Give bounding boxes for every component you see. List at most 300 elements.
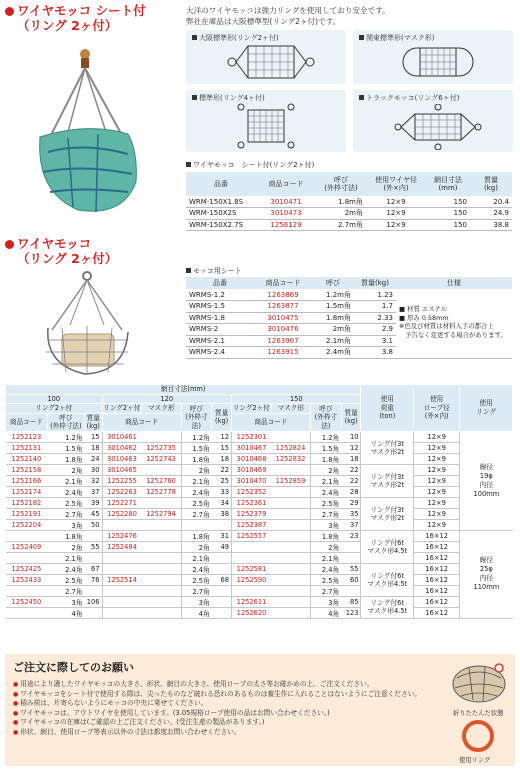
cell[interactable]: 1252361 xyxy=(232,497,272,508)
th-code-100: 商品コード xyxy=(6,413,48,431)
cell[interactable]: 1252204 xyxy=(6,519,48,530)
cell: 3角 xyxy=(311,519,342,530)
cell: 31 xyxy=(212,530,232,541)
cell[interactable]: 1252352 xyxy=(232,486,272,497)
cell xyxy=(341,585,361,596)
notice-item: ● 形状、網目、使用ロープ等表示以外の寸法は都度お問い合わせください。 xyxy=(13,728,421,738)
cell xyxy=(6,552,48,563)
cell: 67 xyxy=(84,563,102,574)
diagram-kanto-standard: 関東標準形(マスク形) xyxy=(353,30,513,84)
table-row xyxy=(6,607,513,618)
description: 大洋のワイヤモッコは強力リングを使用しており安全です。 弊社在庫品は大阪標準型(リング2ヶ付)です。 xyxy=(186,6,390,26)
th-nominal: 呼び xyxy=(312,277,354,289)
cell xyxy=(102,563,142,574)
table1-caption: ワイヤモッコ シート付(リング2ヶ付) xyxy=(186,160,314,170)
rope-cell: 12×9 xyxy=(414,475,460,486)
cell: 123 xyxy=(341,607,361,618)
cell: 2.7角 xyxy=(181,508,212,519)
th-code-150: 商品コード xyxy=(232,413,311,431)
cell: 2.4角 xyxy=(47,563,84,574)
rope-cell: 16×12 xyxy=(414,563,460,574)
spec-notes: ■ 材質 エステル ■ 厚み 0.58mm ※色及び材質は材料入手の都合上 予告なく変更する場合があります。 xyxy=(396,289,512,358)
cell[interactable]: 1252301 xyxy=(232,431,272,442)
cell[interactable]: 1252450 xyxy=(6,596,48,607)
cell[interactable]: 3010465 xyxy=(102,464,142,475)
order-notice xyxy=(5,654,515,766)
notice-list xyxy=(13,680,421,737)
cell xyxy=(102,552,142,563)
cell: 2.1角 xyxy=(311,552,342,563)
cell: 34 xyxy=(212,497,232,508)
cell xyxy=(232,585,272,596)
load-label: リング付3t マスク形2t xyxy=(361,464,414,497)
mesh-table-body xyxy=(6,431,513,618)
cell: 2.5角 xyxy=(181,574,212,585)
cell: 30 xyxy=(84,464,102,475)
cell: 4角 xyxy=(311,607,342,618)
cell[interactable]: 1252409 xyxy=(6,541,48,552)
cell xyxy=(212,519,232,530)
table-row xyxy=(6,596,513,607)
th-part: 品番 xyxy=(186,277,254,289)
cell xyxy=(142,464,182,475)
table-mokko-sheets xyxy=(186,277,512,359)
rope-cell: 12×9 xyxy=(414,519,460,530)
cell: 2.1角 xyxy=(181,475,212,486)
ring-caption: 使用リング xyxy=(459,757,491,764)
cell: 2.7角 xyxy=(181,585,212,596)
cell[interactable]: 3010462 xyxy=(102,442,142,453)
table-row xyxy=(6,530,513,541)
th-nominal-150: 呼び (外枠寸法) xyxy=(311,404,342,432)
table-row xyxy=(6,464,513,475)
section1-title: ワイヤモッコ シート付 （リング 2ヶ付） xyxy=(5,3,146,33)
th-mesh: 網目寸法 (mm) xyxy=(426,172,470,196)
diagram-standard-ring4: 標準形(リング4ヶ付) xyxy=(186,90,346,152)
rope-cell: 16×12 xyxy=(414,574,460,585)
notice-item: ● ワイヤモッコは、アウトワイヤを使用しています。(3.05規格ロープ使用の品はお問い合わせください。) xyxy=(13,709,421,719)
cell[interactable]: 1252514 xyxy=(102,574,142,585)
cell[interactable]: 1252174 xyxy=(6,486,48,497)
cell: 2角 xyxy=(181,464,212,475)
rope-cell: 16×12 xyxy=(414,541,460,552)
table-row: WRMS-1.2 1263869 1.2m角 1.23 ■ 材質 エステル ■ 厚み 0.58mm ※色及び材質は材料入手の都合上 予告なく変更する場合があります。 xyxy=(186,289,512,301)
cell: 15 xyxy=(212,442,232,453)
table-row xyxy=(6,431,513,442)
th-mass: 質量 (kg) xyxy=(470,172,512,196)
cell xyxy=(142,563,182,574)
table-row xyxy=(6,519,513,530)
cell[interactable]: 1252263 xyxy=(102,486,142,497)
cell[interactable]: 1252255 xyxy=(102,475,142,486)
cell xyxy=(142,574,182,585)
cell[interactable]: 1252425 xyxy=(6,563,48,574)
table-row: WRMS-2.4 1263915 2.4m角 3.8 xyxy=(186,347,512,359)
notice-item: ● ワイヤモッコをシート付で使用する際は、尖ったものなど破れる恐れのあるものは養生作に入れることはないようにご注意ください。 xyxy=(13,690,421,700)
table-mokko-sheet xyxy=(186,172,512,231)
cell[interactable]: 1252794 xyxy=(142,508,182,519)
cell: 2.7角 xyxy=(47,585,84,596)
th-code: 商品コード xyxy=(254,277,312,289)
net-mask-icon xyxy=(398,42,478,82)
cell xyxy=(271,563,311,574)
cell xyxy=(142,497,182,508)
cell xyxy=(212,607,232,618)
notice-item: ● 積み荷は、片寄らないようにモッコの中央に乗せてください。 xyxy=(13,699,421,709)
cell[interactable]: 1252760 xyxy=(142,475,182,486)
cell xyxy=(102,585,142,596)
cell xyxy=(84,607,102,618)
cell[interactable]: 1252280 xyxy=(102,508,142,519)
table-row: WRMS-2.1 1263907 2.1m角 3.1 xyxy=(186,335,512,347)
cell[interactable]: 1252611 xyxy=(232,596,272,607)
net-ring4-icon xyxy=(236,102,296,150)
cell[interactable]: 1252735 xyxy=(142,442,182,453)
th-mask-150: マスク形 xyxy=(271,404,311,414)
cell xyxy=(271,530,311,541)
table-row: WRMS-2 3010476 2m角 2.9 xyxy=(186,324,512,336)
notice-item: ● 用途により適したワイヤモッコの大きさ、形状、網目の大きさ、使用ロープの太さ等お確かめの上、ご注文ください。 xyxy=(13,680,421,690)
cell: 2.1角 xyxy=(47,552,84,563)
cell: 37 xyxy=(84,486,102,497)
cell: 22 xyxy=(341,475,361,486)
cell xyxy=(142,431,182,442)
th-ring2-120: リング2ヶ付 xyxy=(103,404,141,412)
cell xyxy=(271,464,311,475)
cell[interactable]: 3010470 xyxy=(232,475,272,486)
cell[interactable]: 1252743 xyxy=(142,453,182,464)
load-label: リング付3t マスク形2t xyxy=(361,431,414,464)
cell xyxy=(142,541,182,552)
cell: 2.4角 xyxy=(311,563,342,574)
cell: 2角 xyxy=(311,464,342,475)
cell: 3角 xyxy=(181,596,212,607)
cell xyxy=(212,596,232,607)
rope-cell: 16×12 xyxy=(414,607,460,618)
table-row xyxy=(6,541,513,552)
table-row xyxy=(6,563,513,574)
mokko-sheet-photo xyxy=(28,42,143,222)
cell: 12 xyxy=(212,431,232,442)
cell: 28 xyxy=(341,486,361,497)
cell[interactable]: 1252123 xyxy=(6,431,48,442)
cell: 2角 xyxy=(311,541,342,552)
cell: 2.7角 xyxy=(311,585,342,596)
th-mesh: 網目寸法(mm) xyxy=(6,385,361,395)
cell[interactable]: 1252476 xyxy=(102,530,142,541)
cell: 10 xyxy=(341,431,361,442)
cell: 1.8角 xyxy=(181,453,212,464)
cell: 22 xyxy=(212,464,232,475)
th-wire: 使用ワイヤ径 (外×内) xyxy=(366,172,426,196)
cell: 38 xyxy=(212,508,232,519)
cell: 23 xyxy=(341,530,361,541)
cell xyxy=(212,552,232,563)
cell: 15 xyxy=(84,431,102,442)
cell: 2角 xyxy=(47,541,84,552)
cell xyxy=(84,585,102,596)
cell[interactable]: 3010467 xyxy=(232,442,272,453)
cell[interactable]: 1252271 xyxy=(102,497,142,508)
th-ring: 使用 リング xyxy=(460,385,513,432)
cell: 60 xyxy=(341,574,361,585)
cell xyxy=(142,607,182,618)
notice-title: ご注文に際してのお願い xyxy=(13,661,134,674)
cell xyxy=(271,552,311,563)
table-row: WRM-150X2.7S 1256129 2.7m角 12×9 150 38.8 xyxy=(186,219,512,231)
cell xyxy=(212,585,232,596)
folded-caption: 折りたたんだ状態 xyxy=(453,710,504,717)
cell: 1.5角 xyxy=(311,442,342,453)
cell: 106 xyxy=(84,596,102,607)
cell[interactable]: 1252859 xyxy=(271,475,311,486)
rope-cell: 12×9 xyxy=(414,497,460,508)
bullet-icon xyxy=(5,240,14,249)
cell[interactable]: 1252191 xyxy=(6,508,48,519)
th-nominal-120: 呼び (外枠寸法) xyxy=(181,404,212,432)
cell[interactable]: 1252620 xyxy=(232,607,272,618)
cell[interactable]: 1252379 xyxy=(232,508,272,519)
cell: 1.8角 xyxy=(311,530,342,541)
net-ring6-icon xyxy=(393,104,483,150)
cell: 1.2角 xyxy=(47,431,84,442)
cell: 1.2角 xyxy=(311,431,342,442)
load-label: リング付6t マスク形4.5t xyxy=(361,596,414,618)
cell xyxy=(271,541,311,552)
cell: 37 xyxy=(341,519,361,530)
cell xyxy=(271,497,311,508)
cell: 29 xyxy=(341,497,361,508)
ring-label: 線径 25φ 内径 110mm xyxy=(460,530,513,618)
cell xyxy=(271,519,311,530)
cell: 24 xyxy=(84,453,102,464)
cell xyxy=(142,585,182,596)
cell xyxy=(142,596,182,607)
cell xyxy=(271,607,311,618)
cell: 2.5角 xyxy=(181,497,212,508)
table-row xyxy=(6,574,513,585)
th-rope: 使用 ロープ径 (外×内) xyxy=(414,385,460,432)
table-row xyxy=(6,475,513,486)
th-mass: 質量(kg) xyxy=(354,277,396,289)
cell[interactable]: 1252140 xyxy=(6,453,48,464)
table-row xyxy=(6,453,513,464)
cell xyxy=(271,574,311,585)
cell: 50 xyxy=(84,519,102,530)
cell xyxy=(142,519,182,530)
cell: 2.4角 xyxy=(181,486,212,497)
mesh-size-table xyxy=(5,384,513,619)
cell[interactable]: 1252166 xyxy=(6,475,48,486)
th-nominal-100: 呼び (外枠寸法) xyxy=(47,413,84,431)
cell xyxy=(181,519,212,530)
cell: 76 xyxy=(84,574,102,585)
cell[interactable]: 1252778 xyxy=(142,486,182,497)
th-150: 150 xyxy=(232,394,361,404)
th-code-120: 商品コード xyxy=(102,413,181,431)
cell: 2.5角 xyxy=(47,574,84,585)
cell: 32 xyxy=(84,475,102,486)
cell xyxy=(271,508,311,519)
cell[interactable]: 1252557 xyxy=(232,530,272,541)
th-mask-120: マスク形 xyxy=(142,404,182,414)
th-nominal: 呼び (外枠寸法) xyxy=(316,172,366,196)
cell xyxy=(102,596,142,607)
cell xyxy=(232,541,272,552)
cell: 1.2角 xyxy=(181,431,212,442)
cell xyxy=(6,585,48,596)
cell: 2角 xyxy=(47,464,84,475)
folded-net-icon xyxy=(449,658,509,706)
cell[interactable]: 3010468 xyxy=(232,453,272,464)
table2-caption: モッコ用シート xyxy=(186,266,242,276)
th-mass-150: 質量 (kg) xyxy=(341,404,361,432)
th-ring2-150: リング2ヶ付 xyxy=(232,404,270,412)
cell: 18 xyxy=(341,453,361,464)
cell: 2.5角 xyxy=(47,497,84,508)
cell: 55 xyxy=(84,541,102,552)
th-spec: 仕様 xyxy=(396,277,512,289)
cell[interactable]: 1252581 xyxy=(232,563,272,574)
cell: 1.5角 xyxy=(181,442,212,453)
cell: 85 xyxy=(341,596,361,607)
table-row xyxy=(6,508,513,519)
cell: 12 xyxy=(341,442,361,453)
cell xyxy=(6,530,48,541)
table-row: WRMS-1.8 3010475 1.8m角 2.33 xyxy=(186,312,512,324)
cell[interactable]: 1252433 xyxy=(6,574,48,585)
cell: 2.5角 xyxy=(311,497,342,508)
cell: 2.4角 xyxy=(47,486,84,497)
th-mass-120: 質量 (kg) xyxy=(212,404,232,432)
cell: 33 xyxy=(212,486,232,497)
cell: 18 xyxy=(84,442,102,453)
cell: 35 xyxy=(341,508,361,519)
cell: 2.5角 xyxy=(311,574,342,585)
table-row xyxy=(6,486,513,497)
cell xyxy=(102,519,142,530)
cell: 2.7角 xyxy=(311,508,342,519)
th-120: 120 xyxy=(102,394,231,404)
cell: 2.1角 xyxy=(181,552,212,563)
cell: 39 xyxy=(84,497,102,508)
rope-cell: 12×9 xyxy=(414,453,460,464)
cell: 4角 xyxy=(47,607,84,618)
cell: 68 xyxy=(212,574,232,585)
section2-title: ワイヤモッコ （リング 2ヶ付） xyxy=(5,236,117,266)
cell[interactable]: 1252590 xyxy=(232,574,272,585)
cell: 2.7角 xyxy=(47,508,84,519)
cell[interactable]: 1252832 xyxy=(271,453,311,464)
th-ring2-100: リング2ヶ付 xyxy=(6,404,103,414)
th-code: 商品コード xyxy=(256,172,316,196)
cell[interactable]: 3010469 xyxy=(232,464,272,475)
cell[interactable]: 1252484 xyxy=(102,541,142,552)
cell: 1.8角 xyxy=(47,530,84,541)
table-row xyxy=(6,585,513,596)
diagram-truck-mokko: トラックモッコ(リング6ヶ付) xyxy=(353,90,513,152)
th-part: 品番 xyxy=(186,172,256,196)
cell xyxy=(341,552,361,563)
cell xyxy=(271,585,311,596)
cell: 2.1角 xyxy=(311,475,342,486)
diagram-osaka-standard: 大阪標準形(リング2ヶ付) xyxy=(186,30,346,84)
cell: 45 xyxy=(84,508,102,519)
cell: 2.4角 xyxy=(311,486,342,497)
cell xyxy=(271,596,311,607)
rope-cell: 16×12 xyxy=(414,552,460,563)
table-row xyxy=(6,552,513,563)
th-load: 使用 荷重 (ton) xyxy=(361,385,414,432)
table-row: WRM-150X1.8S 3010471 1.8m角 12×9 150 20.4 xyxy=(186,196,512,208)
rope-cell: 12×9 xyxy=(414,431,460,442)
load-label: リング付6t マスク形4.5t xyxy=(361,530,414,563)
cell xyxy=(212,563,232,574)
notice-item: ● ワイヤモッコの在庫は(ご確認の上ご注文ください。(受注生産の製品があります。) xyxy=(13,718,421,728)
cell: 22 xyxy=(341,464,361,475)
cell[interactable]: 1252158 xyxy=(6,464,48,475)
th-mass-100: 質量 (kg) xyxy=(84,413,102,431)
rope-cell: 12×9 xyxy=(414,464,460,475)
cell[interactable]: 1252131 xyxy=(6,442,48,453)
cell: 2角 xyxy=(181,541,212,552)
bullet-icon xyxy=(5,7,14,16)
th-100: 100 xyxy=(6,394,103,404)
mokko-photo xyxy=(40,270,135,380)
table-row xyxy=(6,497,513,508)
cell: 55 xyxy=(341,563,361,574)
rope-cell: 16×12 xyxy=(414,585,460,596)
cell xyxy=(84,530,102,541)
cell: 1.8角 xyxy=(181,530,212,541)
cell: 2.1角 xyxy=(47,475,84,486)
cell xyxy=(102,607,142,618)
table-row xyxy=(6,442,513,453)
cell: 18 xyxy=(212,453,232,464)
cell: 2.4角 xyxy=(181,563,212,574)
cell xyxy=(232,552,272,563)
rope-cell: 12×9 xyxy=(414,442,460,453)
cell xyxy=(271,431,311,442)
ring-icon xyxy=(460,718,496,754)
rope-cell: 16×12 xyxy=(414,530,460,541)
cell xyxy=(271,486,311,497)
table-row: WRM-150X2S 3010473 2m角 12×9 150 24.9 xyxy=(186,208,512,220)
net-ring2-icon xyxy=(226,42,316,82)
cell[interactable]: 1252824 xyxy=(271,442,311,453)
cell: 1.8角 xyxy=(311,453,342,464)
cell: 1.8角 xyxy=(47,453,84,464)
table-row: WRMS-1.5 1263877 1.5m角 1.7 xyxy=(186,301,512,313)
cell[interactable]: 1252387 xyxy=(232,519,272,530)
cell: 3角 xyxy=(47,596,84,607)
cell: 1.5角 xyxy=(47,442,84,453)
cell: 3角 xyxy=(47,519,84,530)
rope-cell: 16×12 xyxy=(414,596,460,607)
cell[interactable]: 1252182 xyxy=(6,497,48,508)
cell[interactable]: 3010461 xyxy=(102,431,142,442)
rope-cell: 12×9 xyxy=(414,508,460,519)
rope-cell: 12×9 xyxy=(414,486,460,497)
cell[interactable]: 3010463 xyxy=(102,453,142,464)
cell: 4角 xyxy=(181,607,212,618)
cell xyxy=(6,607,48,618)
cell xyxy=(341,541,361,552)
cell xyxy=(142,530,182,541)
cell: 3角 xyxy=(311,596,342,607)
cell xyxy=(142,552,182,563)
cell: 49 xyxy=(212,541,232,552)
